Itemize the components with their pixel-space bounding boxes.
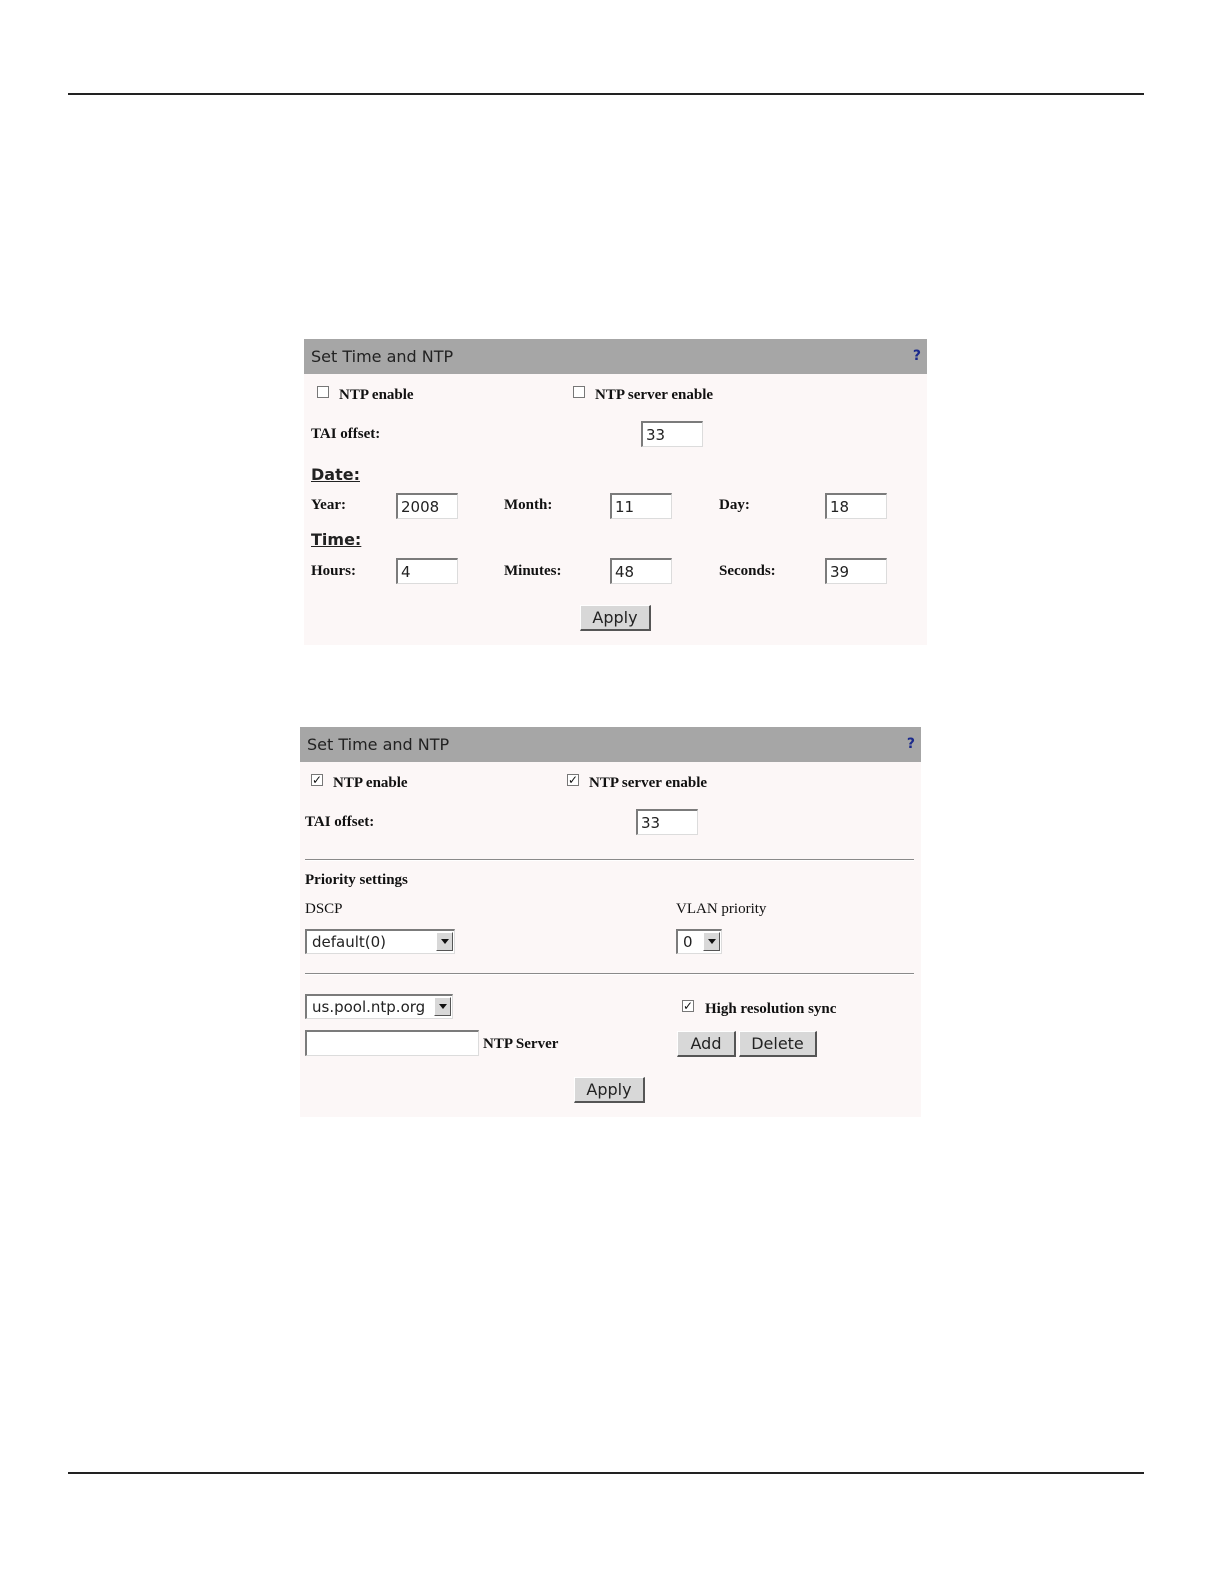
ntp-enable-checkbox[interactable]: ✓	[312, 773, 323, 787]
ntp-server-enable-label: NTP server enable	[595, 387, 714, 403]
apply-button[interactable]: Apply	[580, 605, 651, 631]
section-divider	[305, 973, 914, 975]
ntp-server-label: NTP Server	[483, 1036, 559, 1052]
tai-offset-label: TAI offset:	[311, 426, 381, 442]
ntp-server-enable-label: NTP server enable	[589, 775, 708, 791]
year-input[interactable]	[396, 493, 458, 519]
time-heading: Time:	[311, 530, 362, 549]
minutes-input[interactable]	[610, 558, 672, 584]
ntp-enable-label: NTP enable	[339, 387, 414, 403]
high-resolution-sync-label: High resolution sync	[705, 1001, 837, 1017]
delete-server-button[interactable]: Delete	[739, 1031, 817, 1057]
section-divider	[305, 859, 914, 861]
help-icon[interactable]: ?	[906, 736, 915, 752]
day-input[interactable]	[825, 493, 887, 519]
date-heading: Date:	[311, 465, 360, 484]
set-time-panel-ntp-enabled	[300, 727, 921, 1117]
set-time-panel-ntp-disabled	[304, 339, 927, 645]
panel-header	[304, 339, 927, 374]
vlan-priority-select[interactable]	[676, 929, 722, 954]
seconds-label: Seconds:	[719, 563, 776, 579]
hours-input[interactable]	[396, 558, 458, 584]
ntp-server-list-select[interactable]	[305, 994, 453, 1019]
ntp-server-list-selected-value: us.pool.ntp.org	[312, 998, 426, 1016]
chevron-down-icon[interactable]	[434, 997, 451, 1016]
ntp-server-enable-checkbox[interactable]	[573, 386, 585, 398]
chevron-down-icon[interactable]	[703, 932, 720, 951]
dscp-select[interactable]	[305, 929, 455, 954]
tai-offset-input[interactable]	[641, 421, 703, 447]
panel-header	[300, 727, 921, 762]
add-server-button[interactable]: Add	[677, 1031, 736, 1057]
apply-button[interactable]: Apply	[574, 1077, 645, 1103]
help-icon[interactable]: ?	[912, 348, 921, 364]
high-resolution-sync-checkbox[interactable]: ✓	[683, 999, 694, 1013]
hours-label: Hours:	[311, 563, 356, 579]
header-rule	[68, 93, 1144, 95]
footer-rule	[68, 1472, 1144, 1474]
vlan-priority-selected-value: 0	[683, 933, 693, 951]
ntp-server-input[interactable]	[305, 1030, 479, 1056]
dscp-label: DSCP	[305, 901, 343, 917]
tai-offset-input[interactable]	[636, 809, 698, 835]
ntp-server-enable-checkbox[interactable]: ✓	[568, 773, 579, 787]
ntp-enable-checkbox[interactable]	[317, 386, 329, 398]
ntp-enable-label: NTP enable	[333, 775, 408, 791]
year-label: Year:	[311, 497, 346, 513]
seconds-input[interactable]	[825, 558, 887, 584]
month-input[interactable]	[610, 493, 672, 519]
dscp-selected-value: default(0)	[312, 933, 387, 951]
priority-settings-heading: Priority settings	[305, 872, 408, 888]
tai-offset-label: TAI offset:	[305, 814, 375, 830]
month-label: Month:	[504, 497, 553, 513]
minutes-label: Minutes:	[504, 563, 562, 579]
panel-title: Set Time and NTP	[311, 347, 454, 366]
vlan-priority-label: VLAN priority	[676, 901, 767, 917]
chevron-down-icon[interactable]	[436, 932, 453, 951]
day-label: Day:	[719, 497, 750, 513]
panel-title: Set Time and NTP	[307, 735, 450, 754]
